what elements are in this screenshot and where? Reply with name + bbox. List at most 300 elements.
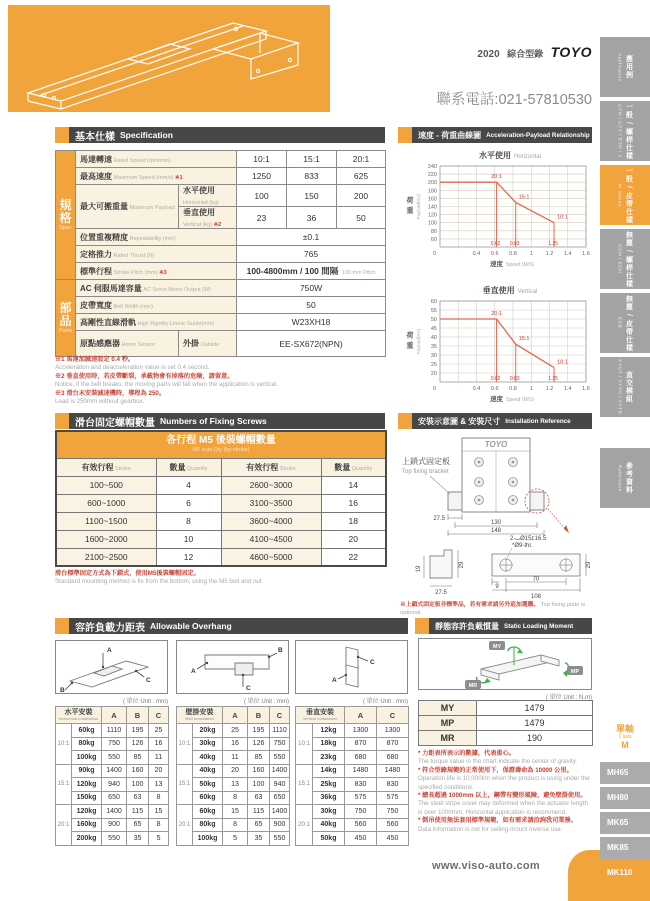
overhang-value: 1300 — [377, 724, 409, 738]
svg-text:重: 重 — [406, 342, 414, 350]
overhang-value: 25 — [223, 724, 248, 738]
svg-text:0.8: 0.8 — [509, 251, 517, 257]
sidebar-tab-gth-gty-eth-y[interactable]: 一般 / 螺桿仕樣 GTH / GTY / ETH / Y — [600, 101, 650, 161]
spec-row-label: AC 伺服馬達容量 AC Servo Motor Output (W) — [76, 280, 237, 297]
spec-value: 100 — [237, 185, 287, 207]
payload-weight: 30kg — [313, 805, 345, 819]
svg-text:荷: 荷 — [406, 197, 414, 205]
svg-text:1.25: 1.25 — [548, 376, 558, 382]
stroke-range: 4600~5000 — [221, 548, 321, 566]
screws-col-header: 有效行程 Stroke — [56, 458, 156, 476]
stroke-range: 2100~2500 — [56, 548, 156, 566]
payload-weight: 100kg — [193, 832, 223, 846]
spec-value: 20:1 — [337, 151, 386, 168]
spec-value: 50 — [337, 207, 386, 229]
moment-title-en: Static Loading Moment — [504, 622, 574, 630]
model-item-mh65[interactable]: MH65 — [600, 762, 650, 784]
overhang-value: 680 — [345, 751, 377, 765]
screws-table — [55, 430, 387, 567]
svg-text:0.62: 0.62 — [490, 376, 501, 382]
screws-title-en: Numbers of Fixing Screws — [160, 416, 267, 426]
letter-b: B — [60, 687, 65, 693]
spec-row-label: 外掛 Outside — [179, 331, 237, 357]
overhang-value: 160 — [248, 764, 270, 778]
overhang-value: 85 — [127, 751, 149, 765]
svg-text:20:1: 20:1 — [491, 311, 502, 317]
svg-text:1.4: 1.4 — [563, 386, 572, 392]
overhang-value: 550 — [270, 832, 290, 846]
dim-19: 19 — [416, 565, 422, 573]
spec-value: 10:1 — [237, 151, 287, 168]
chart-horizontal-title: 水平使用 Horizontal — [478, 151, 541, 160]
overhang-value: 8 — [223, 818, 248, 832]
svg-text:60: 60 — [430, 236, 437, 243]
spec-value: 625 — [337, 168, 386, 185]
overhang-table — [295, 706, 409, 846]
toyo-logo: TOYO — [550, 44, 592, 60]
overhang-value: 750 — [345, 805, 377, 819]
svg-text:速度: 速度 — [490, 261, 503, 268]
note-zh: ※2 垂直使用時，若皮帶斷裂，承載物會有掉落的危險，請留意。 — [55, 372, 234, 380]
my-label: MY — [492, 644, 502, 650]
overhang-value: 13 — [149, 778, 169, 792]
overhang-value: 1480 — [345, 764, 377, 778]
svg-text:0.8: 0.8 — [509, 386, 517, 392]
gear-ratio: 10:1 — [296, 724, 313, 765]
orange-accent-square — [415, 618, 429, 634]
overhang-value: 115 — [248, 805, 270, 819]
svg-text:45: 45 — [430, 326, 437, 332]
payload-weight: 60kg — [72, 724, 102, 738]
screws-col-header: 數量 Quantity — [156, 458, 221, 476]
payload-weight: 40kg — [313, 818, 345, 832]
letter-a: A — [191, 668, 196, 675]
spec-value: 750W — [237, 280, 386, 297]
overhang-value: 15 — [149, 805, 169, 819]
payload-weight: 23kg — [313, 751, 345, 765]
overhang-value: 750 — [102, 737, 127, 751]
svg-text:80: 80 — [430, 228, 437, 235]
overhang-value: 575 — [377, 791, 409, 805]
overhang-value: 1400 — [102, 805, 127, 819]
overhang-value: 750 — [270, 737, 290, 751]
moment-value: 1479 — [477, 716, 593, 731]
svg-text:240: 240 — [427, 164, 437, 170]
note-zh: * 總長超過 1000mm 以上，鋼帶有變形風險，避免壁掛使用。 — [418, 792, 587, 800]
axis-col-header: C — [270, 707, 290, 724]
overhang-table-name: 壁掛安裝 Wall Installation — [177, 707, 223, 724]
dim-27-5-bottom: 27.5 — [435, 590, 447, 596]
spec-group-label: 規 格 Spec — [56, 151, 76, 280]
svg-text:1.4: 1.4 — [563, 251, 572, 257]
stroke-range: 100~500 — [56, 476, 156, 494]
note-en: Lead is 250mm without gearbox. — [55, 398, 145, 406]
install-note-zh: ※上鎖式固定板非標準品，若有需求請另外追加選購。 — [400, 602, 540, 608]
note-zh: ※3 滑台未安裝減速機時，導程為 250。 — [55, 389, 166, 397]
spec-title-zh: 基本仕樣 — [75, 131, 115, 143]
spec-row-label: 標準行程 Stroke Pitch (mm) ※3 — [76, 263, 237, 280]
payload-weight: 12kg — [313, 724, 345, 738]
overhang-value: 1300 — [345, 724, 377, 738]
horizontal-chart-plot — [400, 161, 592, 273]
svg-text:重: 重 — [406, 207, 414, 215]
gear-ratio: 20:1 — [177, 805, 193, 846]
chart-vertical-title: 垂直使用 Vertical — [482, 286, 538, 295]
overhang-value: 115 — [127, 805, 149, 819]
payload-weight: 150kg — [72, 791, 102, 805]
dim-9: 9 — [495, 584, 499, 590]
payload-weight: 40kg — [193, 764, 223, 778]
payload-weight: 200kg — [72, 832, 102, 846]
moment-axis: MP — [419, 716, 477, 731]
overhang-value: 8 — [223, 791, 248, 805]
overhang-value: 560 — [345, 818, 377, 832]
orange-accent-square — [398, 127, 412, 143]
spec-value: 1250 — [237, 168, 287, 185]
dim-148: 148 — [490, 528, 502, 534]
overhang-value: 550 — [102, 751, 127, 765]
overhang-value: 870 — [377, 737, 409, 751]
svg-text:1: 1 — [529, 386, 533, 392]
series-letter: M — [621, 740, 629, 750]
overhang-table-vertical — [295, 706, 409, 846]
moment-value: 190 — [477, 731, 593, 746]
gear-ratio: 10:1 — [177, 724, 193, 765]
overhang-value: 13 — [223, 778, 248, 792]
stroke-range: 3100~3500 — [221, 494, 321, 512]
charts-title-en: Acceleration-Payload Relationship — [486, 131, 590, 139]
overhang-diagram-wall — [176, 640, 289, 694]
svg-text:50: 50 — [430, 317, 437, 323]
payload-weight: 50kg — [193, 778, 223, 792]
model-item-mk85[interactable]: MK85 — [600, 837, 650, 859]
install-title-zh: 安裝示意圖 & 安裝尺寸 — [418, 416, 501, 426]
sidebar-tab-xy-series[interactable]: 直交模組 XYGT / XYTH / XYTB — [600, 357, 650, 417]
svg-text:Speed (M/S): Speed (M/S) — [506, 262, 535, 268]
screws-note — [55, 570, 262, 587]
overhang-table-name: 水平安裝 Horizontal Installation — [56, 707, 102, 724]
screws-note-zh: 滑台標準固定方式為下鎖式，使用M5後裝螺帽固定。 — [55, 570, 200, 577]
nut-qty: 4 — [156, 476, 221, 494]
axis-col-header: C — [377, 707, 409, 724]
gear-ratio: 20:1 — [296, 805, 313, 846]
overhang-value: 830 — [377, 778, 409, 792]
group-en: 1 axis — [618, 734, 632, 740]
orange-accent-square — [55, 618, 69, 634]
section-header-install — [398, 413, 592, 429]
axis-col-header: A — [223, 707, 248, 724]
svg-text:0.83: 0.83 — [509, 376, 520, 382]
sidebar-tab-gch-ech[interactable]: 無塵 / 螺桿仕樣 GCH / ECH — [600, 229, 650, 289]
svg-text:100: 100 — [427, 220, 437, 227]
spec-value: 200 — [337, 185, 386, 207]
svg-text:Speed (M/S): Speed (M/S) — [506, 397, 535, 403]
payload-weight: 60kg — [193, 791, 223, 805]
note-en: Data information is not for ceiling-mount inverse use. — [418, 825, 563, 833]
orange-accent-square — [398, 413, 412, 429]
payload-weight: 80kg — [72, 737, 102, 751]
screws-title-zh: 滑台固定螺帽數量 — [75, 417, 155, 429]
spec-value: 50 — [237, 297, 386, 314]
note-en: Acceleration and deacceleration value is set 0.4 second. — [55, 364, 210, 372]
spec-row-label: 最大可搬重量 Maximum Payload — [76, 185, 179, 229]
stroke-range: 3600~4000 — [221, 512, 321, 530]
letter-c: C — [370, 659, 375, 666]
letter-c: C — [246, 685, 251, 692]
overhang-value: 940 — [270, 778, 290, 792]
screws-col-header: 數量 Quantity — [321, 458, 386, 476]
moment-table — [418, 700, 593, 746]
stroke-range: 1100~1500 — [56, 512, 156, 530]
dim-70: 70 — [532, 576, 540, 583]
overhang-value: 195 — [248, 724, 270, 738]
payload-weight: 90kg — [72, 764, 102, 778]
overhang-value: 20 — [223, 764, 248, 778]
letter-c: C — [146, 677, 151, 684]
axis-col-header: A — [345, 707, 377, 724]
overhang-diagram-horizontal — [55, 640, 168, 694]
chart-vertical — [400, 285, 592, 413]
payload-weight: 120kg — [72, 805, 102, 819]
svg-text:0.6: 0.6 — [490, 386, 499, 392]
dim-29-left: 29 — [459, 561, 465, 569]
payload-weight: 36kg — [313, 791, 345, 805]
overhang-value: 16 — [149, 737, 169, 751]
spec-value: W23XH18 — [237, 314, 386, 331]
vertical-overhang-sketch — [296, 641, 407, 693]
spec-row-label: 水平使用 Horizontal (kg) — [179, 185, 237, 207]
spec-row-label: 馬達轉速 Rated Speed (rpm/min) — [76, 151, 237, 168]
svg-text:160: 160 — [427, 196, 437, 203]
overhang-value: 1110 — [270, 724, 290, 738]
overhang-value: 830 — [345, 778, 377, 792]
letter-a: A — [107, 647, 112, 654]
spec-row-label: 高剛性直線滑軌 High Rigidity Linear Guide(mm) — [76, 314, 237, 331]
overhang-value: 650 — [102, 791, 127, 805]
model-item-mk65[interactable]: MK65 — [600, 812, 650, 834]
svg-text:20: 20 — [430, 371, 437, 377]
svg-text:35: 35 — [430, 344, 437, 350]
bracket-label-en: Top fixing bracket — [402, 469, 449, 475]
nut-qty: 10 — [156, 530, 221, 548]
section-header-spec — [55, 127, 385, 143]
overhang-value: 25 — [149, 724, 169, 738]
overhang-value: 8 — [149, 818, 169, 832]
wall-overhang-sketch — [177, 641, 288, 693]
svg-text:30: 30 — [430, 353, 437, 359]
overhang-value: 750 — [377, 805, 409, 819]
svg-text:1.6: 1.6 — [582, 251, 590, 257]
overhang-value: 1400 — [102, 764, 127, 778]
bracket-label-zh: 上鎖式固定板 — [402, 457, 450, 466]
overhang-value: 5 — [223, 832, 248, 846]
svg-text:0.4: 0.4 — [472, 251, 481, 257]
svg-text:10:1: 10:1 — [557, 214, 568, 221]
model-item-mk110[interactable]: MK110 — [600, 862, 650, 884]
vertical-chart-plot — [400, 296, 592, 408]
screws-table-title: 各行程 M5 後裝螺帽數量 M5 nuts Qty (by stroke) — [56, 431, 386, 458]
catalog-year: 2020 — [477, 49, 500, 60]
note-en: Operation life is 10,000km when the product is using under the specified conditions. — [418, 775, 590, 791]
nut-qty: 18 — [321, 512, 386, 530]
charts-title-zh: 速度 - 荷重曲線圖 — [418, 130, 482, 140]
nut-qty: 8 — [156, 512, 221, 530]
svg-text:速度: 速度 — [490, 396, 503, 403]
spec-row-label: 位置重複精度 Repeatability (mm) — [76, 229, 237, 246]
overhang-value: 126 — [248, 737, 270, 751]
sidebar-tab-m-series[interactable]: 一般 / 皮帶仕樣 M Series — [600, 165, 650, 225]
section-header-charts — [398, 127, 592, 143]
section-header-overhang — [55, 618, 408, 634]
phone-number: 聯系電話:021-57810530 — [436, 92, 592, 108]
payload-weight: 100kg — [72, 751, 102, 765]
overhang-value: 900 — [270, 818, 290, 832]
overhang-value: 870 — [345, 737, 377, 751]
website-link[interactable]: www.viso-auto.com — [432, 860, 540, 872]
svg-text:25: 25 — [430, 362, 437, 368]
spec-value: 765 — [237, 246, 386, 263]
svg-text:10:1: 10:1 — [557, 359, 568, 366]
model-item-mh80[interactable]: MH80 — [600, 787, 650, 809]
payload-weight: 60kg — [193, 805, 223, 819]
svg-text:1: 1 — [529, 251, 533, 257]
thru-hole-note: *Ø9-thr. — [512, 543, 533, 549]
note-zh: * 符合型錄規範的正常使用下，保證壽命為 10000 公里。 — [418, 766, 573, 774]
spec-value: 100-4800mm / 100 間隔 100 mm Pitch — [237, 263, 386, 280]
overhang-value: 126 — [127, 737, 149, 751]
payload-weight: 160kg — [72, 818, 102, 832]
gear-ratio: 15:1 — [296, 764, 313, 805]
payload-weight: 20kg — [193, 724, 223, 738]
moment-sketch — [419, 639, 591, 689]
overhang-value: 20 — [149, 764, 169, 778]
note-zh: * 力距表所表示的數據，代表重心。 — [418, 750, 515, 757]
svg-text:15:1: 15:1 — [518, 194, 530, 201]
axis-col-header: A — [102, 707, 127, 724]
sidebar-tab-application[interactable]: 應用例 Application — [600, 37, 650, 97]
overhang-value: 550 — [270, 751, 290, 765]
gear-ratio: 15:1 — [56, 764, 72, 805]
overhang-value: 560 — [377, 818, 409, 832]
stroke-range: 600~1000 — [56, 494, 156, 512]
overhang-value: 100 — [248, 778, 270, 792]
overhang-value: 63 — [127, 791, 149, 805]
payload-weight: 18kg — [313, 737, 345, 751]
overhang-value: 450 — [377, 832, 409, 846]
horizontal-overhang-sketch — [56, 641, 167, 693]
install-title-en: Installation Reference — [505, 417, 571, 425]
orange-accent-square — [55, 127, 69, 143]
spec-row-label: 垂直使用 Vertical (kg) ※2 — [179, 207, 237, 229]
svg-text:120: 120 — [427, 212, 437, 219]
sidebar-tab-ecb[interactable]: 無塵 / 皮帶仕樣 ECB — [600, 293, 650, 353]
spec-table — [55, 150, 386, 357]
mp-label: MP — [570, 669, 580, 675]
installation-drawing — [400, 432, 592, 600]
overhang-value: 160 — [127, 764, 149, 778]
hero-line-art — [8, 5, 330, 112]
stroke-range: 2600~3000 — [221, 476, 321, 494]
spec-value: ±0.1 — [237, 229, 386, 246]
overhang-value: 11 — [223, 751, 248, 765]
gear-ratio: 15:1 — [177, 764, 193, 805]
nut-qty: 12 — [156, 548, 221, 566]
spec-group-label: 部 品 Parts — [56, 280, 76, 357]
moment-title-zh: 靜態容許負載慣量 — [435, 621, 499, 631]
spec-value: 36 — [287, 207, 337, 229]
stroke-range: 4100~4500 — [221, 530, 321, 548]
catalog-title: 綜合型錄 — [507, 49, 544, 59]
stroke-range: 1600~2000 — [56, 530, 156, 548]
overhang-table — [55, 706, 169, 846]
payload-weight: 30kg — [193, 737, 223, 751]
spec-notes — [55, 356, 278, 406]
payload-weight: 120kg — [72, 778, 102, 792]
brand-line — [400, 44, 592, 62]
overhang-diagram-vertical — [295, 640, 408, 694]
spec-row-label: 皮帶寬度 Belt Width (mm) — [76, 297, 237, 314]
screws-note-en: Standard mounting method is fix from the bottom, using the M5 bolt and nut — [55, 578, 262, 586]
payload-weight: 25kg — [313, 778, 345, 792]
svg-text:Payload(KG): Payload(KG) — [416, 193, 421, 220]
spec-title-en: Specification — [120, 130, 173, 140]
overhang-value: 1480 — [377, 764, 409, 778]
screws-col-header: 有效行程 Stroke — [221, 458, 321, 476]
moment-axis: MY — [419, 701, 477, 716]
spec-table-wrap — [55, 150, 386, 357]
overhang-value: 550 — [102, 832, 127, 846]
axis-col-header: C — [149, 707, 169, 724]
dim-130: 130 — [490, 520, 502, 526]
overhang-value: 1110 — [102, 724, 127, 738]
product-hero-image — [8, 5, 330, 112]
svg-text:0: 0 — [432, 251, 436, 257]
overhang-value: 5 — [149, 832, 169, 846]
payload-weight: 14kg — [313, 764, 345, 778]
overhang-value: 63 — [248, 791, 270, 805]
overhang-title-zh: 容許負載力距表 — [75, 622, 145, 634]
spec-row-label: 原點感應器 Home Sensor — [76, 331, 179, 357]
svg-text:1.2: 1.2 — [545, 386, 554, 392]
svg-text:0.6: 0.6 — [490, 251, 499, 257]
spec-value: 833 — [287, 168, 337, 185]
svg-text:1.6: 1.6 — [582, 386, 590, 392]
unit-label-mm: ( 單位 Unit : mm) — [363, 699, 408, 705]
svg-text:0.83: 0.83 — [509, 241, 520, 247]
letter-a: A — [332, 677, 337, 684]
sidebar-tab-reference[interactable]: 參考資料 Reference — [600, 448, 650, 508]
overhang-value: 650 — [270, 791, 290, 805]
gear-ratio: 10:1 — [56, 724, 72, 765]
overhang-value: 1400 — [270, 805, 290, 819]
overhang-value: 1400 — [270, 764, 290, 778]
svg-text:180: 180 — [427, 188, 437, 195]
overhang-value: 575 — [345, 791, 377, 805]
note-en: Notice, if the belt breaks, the moving parts will fall when the application is vertical. — [55, 381, 278, 389]
screws-table-wrap — [55, 430, 387, 567]
svg-text:0.62: 0.62 — [490, 241, 501, 247]
gear-ratio: 20:1 — [56, 805, 72, 846]
nut-qty: 14 — [321, 476, 386, 494]
overhang-value: 11 — [149, 751, 169, 765]
nut-qty: 20 — [321, 530, 386, 548]
svg-text:140: 140 — [427, 204, 437, 211]
svg-text:200: 200 — [427, 180, 437, 187]
overhang-value: 15 — [223, 805, 248, 819]
spec-row-label: 最高速度 Maximum Speed (mm/s) ※1 — [76, 168, 237, 185]
unit-label-mm: ( 單位 Unit : mm) — [244, 699, 289, 705]
axis-col-header: B — [248, 707, 270, 724]
